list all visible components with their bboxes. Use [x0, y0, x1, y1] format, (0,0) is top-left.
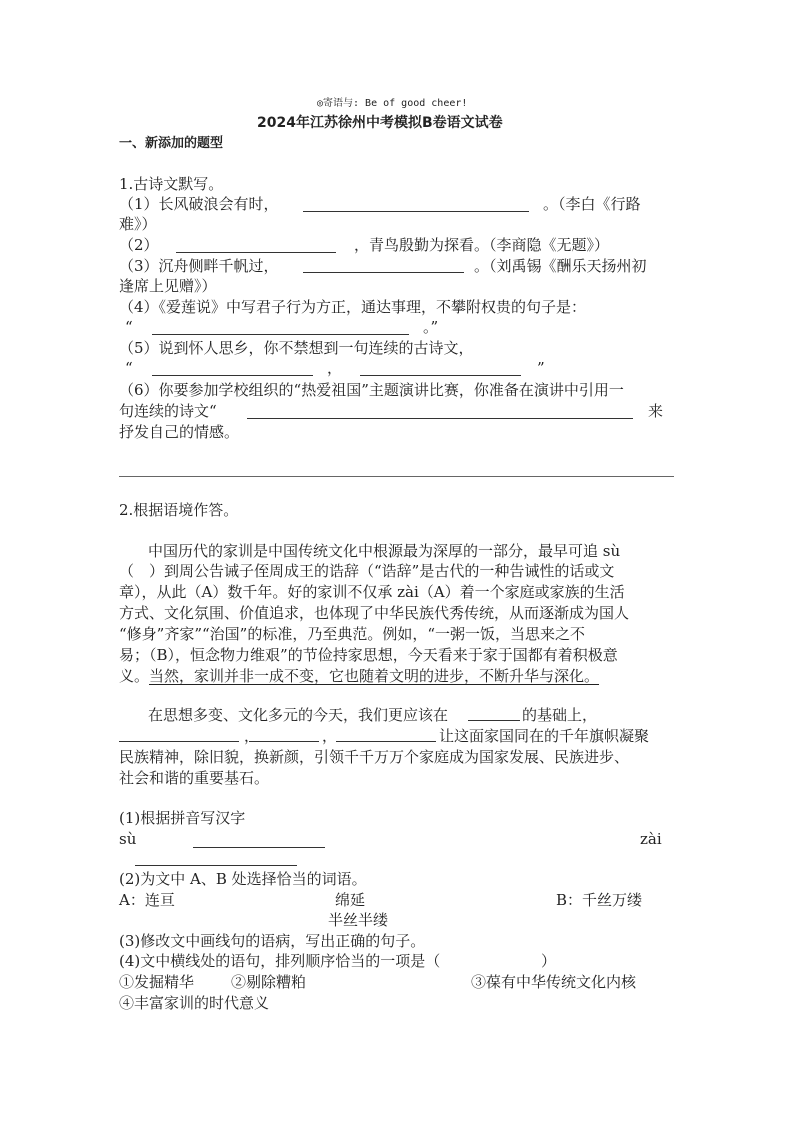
q1-item6-prompt: 句连续的诗文“	[119, 402, 217, 420]
exam-title: 2024年江苏徐州中考模拟B卷语文试卷	[257, 115, 503, 131]
q1-item6-after: 来	[648, 402, 664, 420]
q1-item6-end: 抒发自己的情感。	[119, 423, 240, 441]
q2-passage1-line5: “修身”齐家”“治国”的标准，乃至典范。例如，“一粥一饭，当思来之不	[119, 625, 586, 643]
section-heading: 一、新添加的题型	[119, 136, 224, 151]
q2-sub4-option-3: ③葆有中华传统文化内核	[471, 973, 637, 991]
q2-sub4-option-2: ②剔除糟粕	[231, 973, 307, 991]
q2-sub4-option-1: ①发掘精华	[119, 973, 195, 991]
q2-sub2-prompt: (2)为文中 A、B 处选择恰当的词语。	[119, 870, 367, 888]
q2-sub2-option-a2[interactable]: 绵延	[335, 891, 366, 909]
q2-sub1-blank-zai[interactable]	[135, 865, 297, 866]
q1-heading: 1.古诗文默写。	[119, 175, 224, 193]
q1-item2-number: （2）	[119, 236, 159, 254]
q2-passage2-line4: 社会和谐的重要基石。	[119, 769, 270, 787]
q1-item3-blank[interactable]	[303, 272, 464, 273]
q2-sub2-option-b1[interactable]: B：千丝万缕	[556, 891, 643, 909]
q2-passage1-line7-start: 义。	[119, 667, 150, 685]
q2-passage2-comma-1: ，	[244, 727, 260, 745]
q1-item6-blank[interactable]	[247, 418, 633, 419]
q1-item5-close-quote: ”	[537, 359, 545, 377]
q1-item1-blank[interactable]	[303, 211, 529, 212]
q2-sub4-paren-close: ）	[541, 952, 557, 970]
q2-passage1-line6: 易；（B），恒念物力维艰”的节俭持家思想，今天看来于家于国都有着积极意	[119, 646, 618, 664]
q2-sub3-prompt: (3)修改文中画线句的语病，写出正确的句子。	[119, 932, 426, 950]
motto-line: ◎寄语与: Be of good cheer!	[317, 98, 468, 109]
q1-item1-source: 。（李白《行路	[543, 195, 641, 213]
q2-underlined-sentence: 当然，家训并非一成不变，它也随着文明的进步，不断升华与深化。	[149, 667, 600, 685]
q2-sub1-pinyin-zai: zài	[640, 830, 662, 848]
q2-passage1-line1: 中国历代的家训是中国传统文化中根源最为深厚的一部分，最早可追 sù	[148, 542, 621, 560]
q2-sub1-prompt: (1)根据拼音写汉字	[119, 809, 246, 827]
q2-passage1-line3: 章），从此（A）数千年。好的家训不仅承 zài（A）着一个家庭或家族的生活	[119, 583, 625, 601]
q2-passage2-line3: 民族精神，除旧貌，换新颜，引领千千万万个家庭成为国家发展、民族进步、	[119, 748, 630, 766]
q1-item1-text: （1）长风破浪会有时，	[119, 195, 279, 213]
q1-item3-source-cont: 逢席上见赠》）	[119, 277, 217, 295]
q1-item5-text: （5）说到怀人思乡，你不禁想到一句连续的古诗文，	[119, 339, 474, 357]
q1-item4-close-quote: 。”	[423, 318, 439, 336]
q1-item3-source: 。（刘禹锡《酬乐天扬州初	[474, 257, 647, 275]
q2-passage2-blank-1[interactable]	[468, 720, 520, 721]
q1-item3-text: （3）沉舟侧畔千帆过，	[119, 257, 279, 275]
q2-passage2-line1-end: 的基础上，	[522, 706, 598, 724]
q2-passage2-line2-end: 让这面家国同在的千年旗帜凝聚	[439, 727, 650, 745]
section-divider	[119, 476, 674, 477]
q2-passage2-blank-2[interactable]	[119, 741, 239, 742]
q2-passage1-line2: （ ）到周公告诫子侄周成王的诰辞（“诰辞”是古代的一种告诫性的话或文	[119, 562, 615, 580]
q1-item6-text: （6）你要参加学校组织的“热爱祖国”主题演讲比赛，你准备在演讲中引用一	[119, 381, 624, 399]
q2-passage2-blank-3[interactable]	[249, 741, 319, 742]
q1-item5-blank-1[interactable]	[152, 375, 313, 376]
q1-item2-text: ，青鸟殷勤为探看。（李商隐《无题》）	[354, 236, 610, 254]
q2-sub2-option-b2[interactable]: 半丝半缕	[328, 911, 389, 929]
q1-item4-text: （4）《爱莲说》中写君子行为方正，通达事理，不攀附权贵的句子是：	[119, 298, 587, 316]
q1-item5-comma: ，	[327, 359, 343, 377]
q2-sub4-option-4: ④丰富家训的时代意义	[119, 994, 270, 1012]
q1-item4-open-quote: “	[125, 318, 133, 336]
q1-item4-blank[interactable]	[152, 334, 409, 335]
q2-sub1-blank-su[interactable]	[193, 847, 325, 848]
q2-sub1-pinyin-su: sù	[119, 830, 137, 848]
q2-passage1-line4: 方式、文化氛围、价值追求，也体现了中华民族代秀传统，从而逐渐成为国人	[119, 604, 630, 622]
q2-sub2-option-a1[interactable]: A：连亘	[119, 891, 175, 909]
q1-item5-blank-2[interactable]	[360, 375, 521, 376]
q2-sub4-prompt: (4)文中横线处的语句，排列顺序恰当的一项是（	[119, 952, 441, 970]
q2-heading: 2.根据语境作答。	[119, 501, 239, 519]
q1-item2-blank[interactable]	[176, 252, 336, 253]
q1-item5-open-quote: “	[125, 359, 133, 377]
q2-passage2-blank-4[interactable]	[336, 741, 436, 742]
q2-passage2-line1-start: 在思想多变、文化多元的今天，我们更应该在	[148, 706, 449, 724]
q2-passage2-comma-2: ，	[322, 727, 338, 745]
q1-item1-source-cont: 难》）	[119, 215, 157, 233]
